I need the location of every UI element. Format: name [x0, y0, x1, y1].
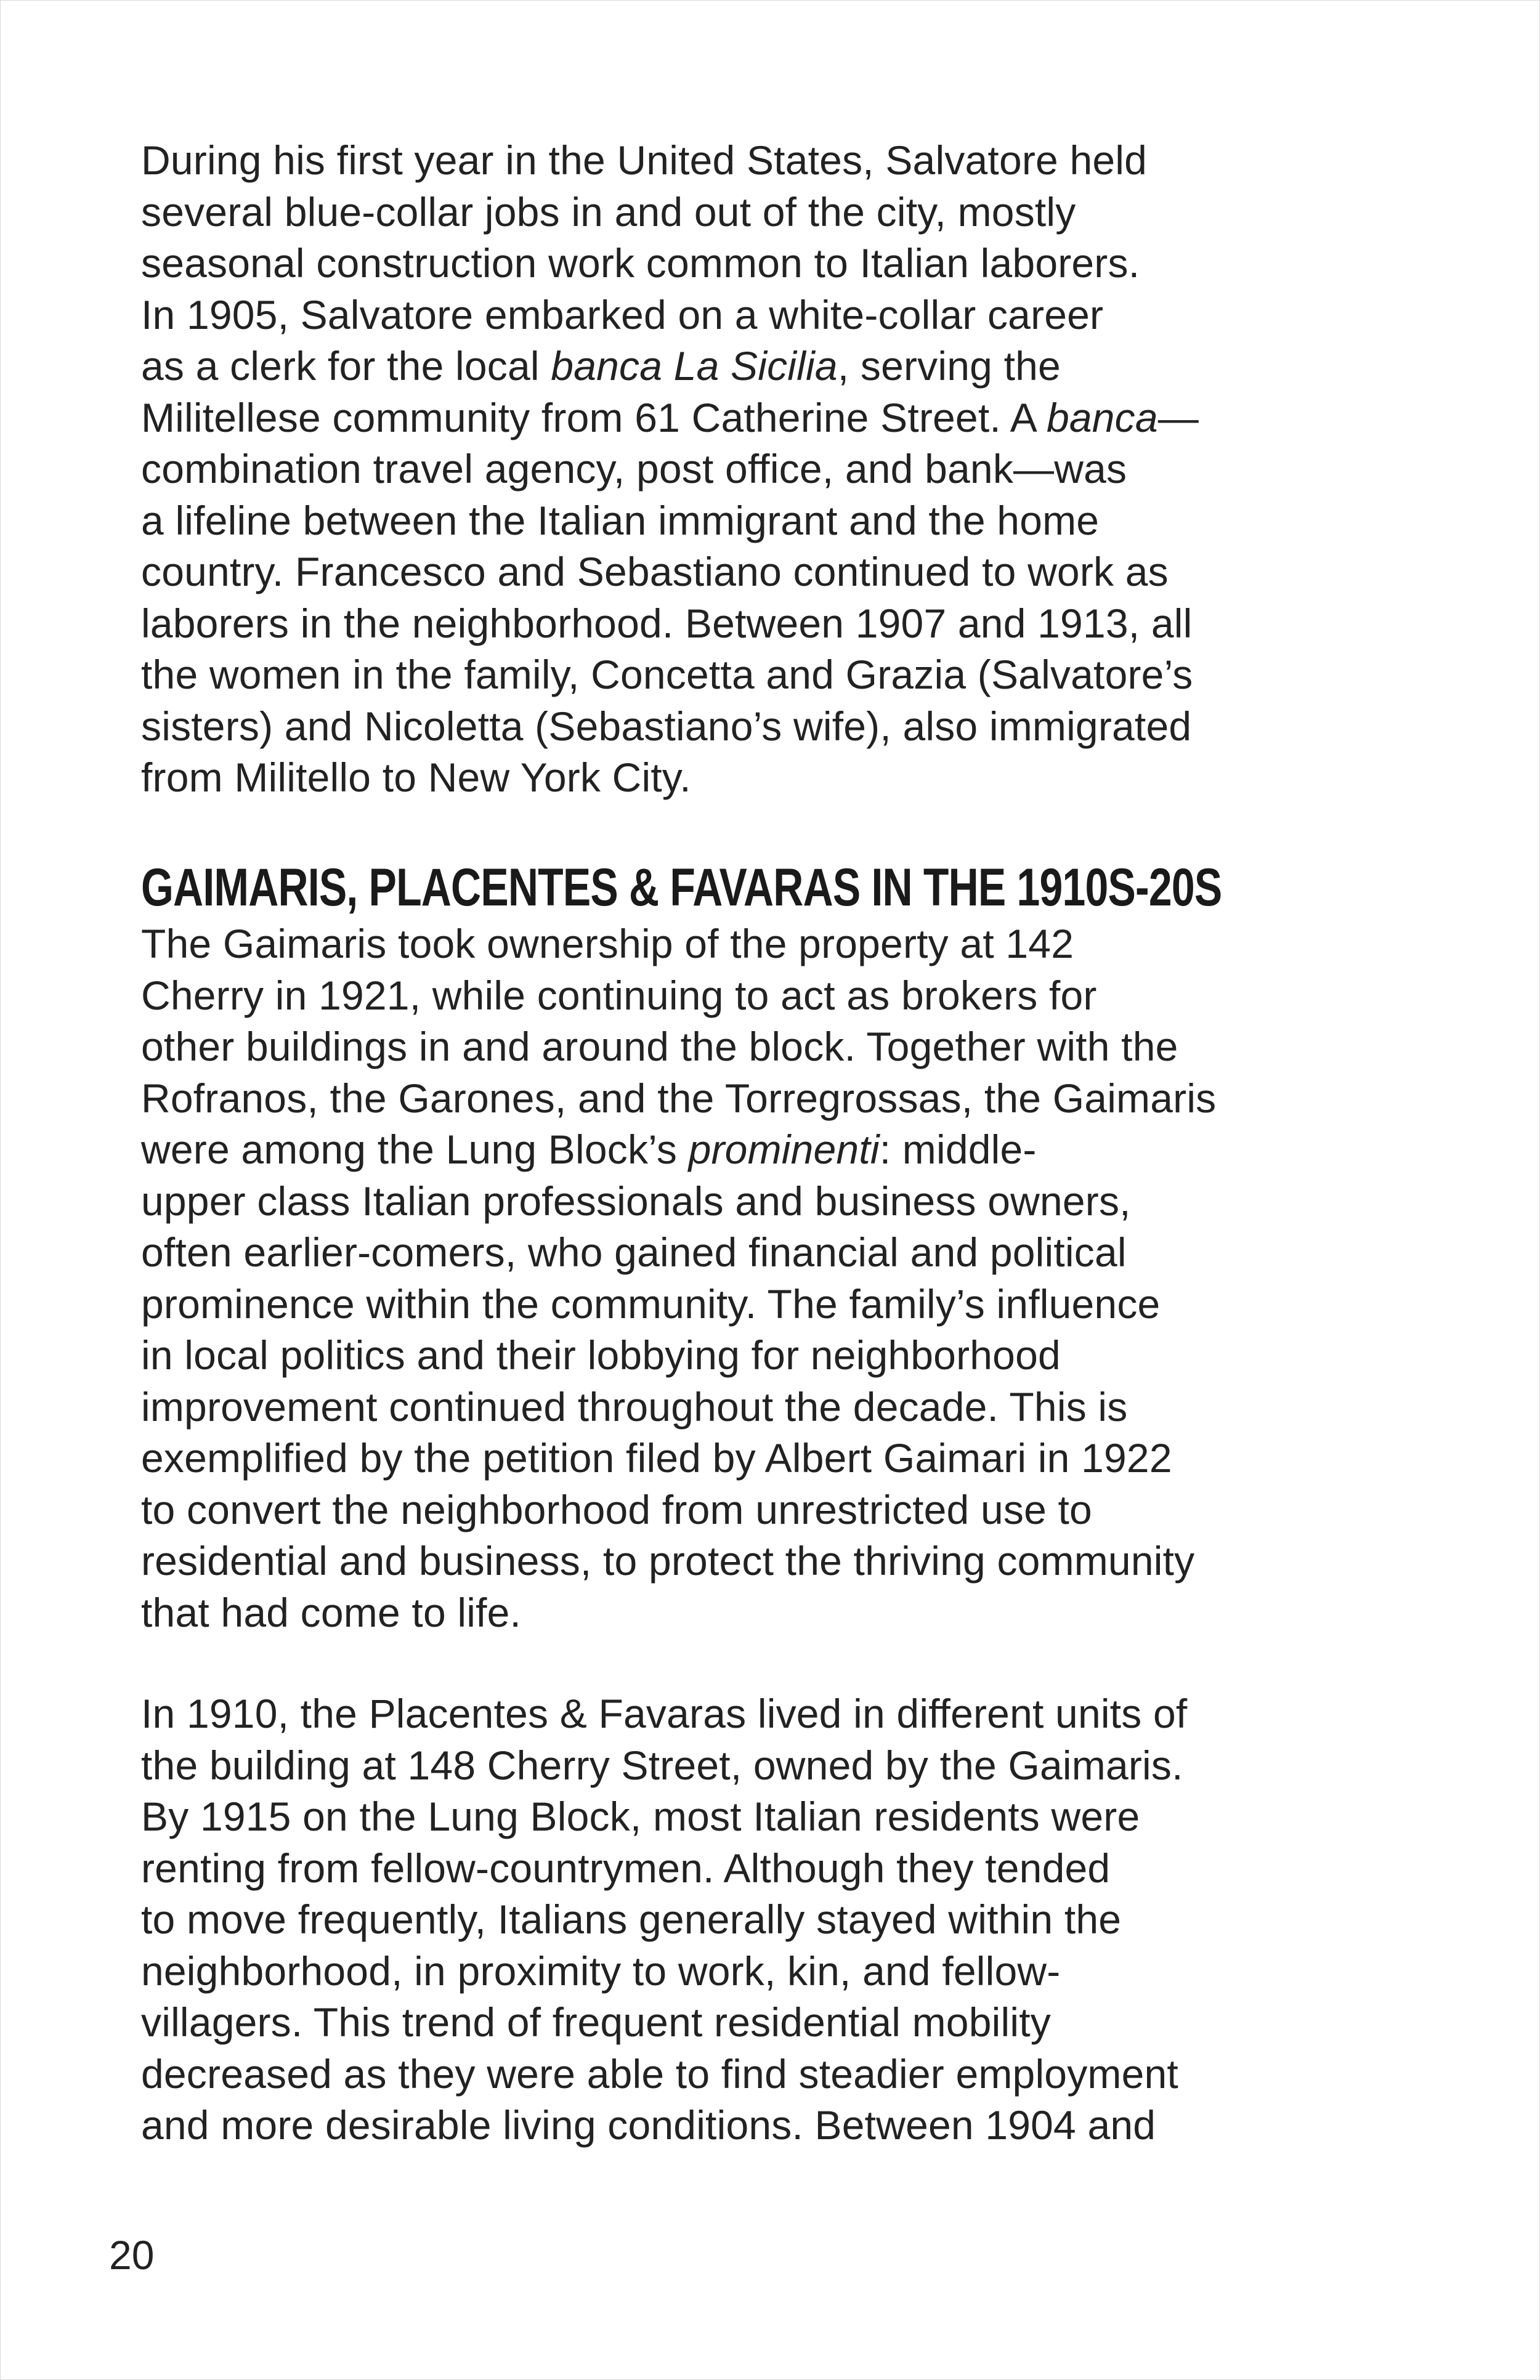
text-line: residential and business, to protect the thriving community — [141, 1538, 1195, 1584]
text-line: country. Francesco and Sebastiano continued to work as — [141, 549, 1169, 594]
text-line: upper class Italian professionals and business owners, — [141, 1178, 1131, 1224]
text-line: improvement continued throughout the decade. This is — [141, 1383, 1128, 1430]
text-line: During his first year in the United States, Salvatore held — [141, 137, 1148, 183]
section-heading-container — [141, 857, 1379, 918]
paragraph-1 — [141, 135, 1379, 804]
text-line: to convert the neighborhood from unrestricted use to — [141, 1486, 1092, 1532]
text-line: a lifeline between the Italian immigrant and the home — [141, 497, 1100, 543]
text-line: several blue-collar jobs in and out of the city, mostly — [141, 188, 1076, 235]
text-line: to move frequently, Italians generally stayed within the — [141, 1896, 1122, 1942]
text-line: often earlier-comers, who gained financial and political — [141, 1229, 1127, 1275]
text-line: The Gaimaris took ownership of the property at 142 — [141, 921, 1074, 966]
italic-term: banca La Sicilia — [551, 343, 838, 389]
text-line: other buildings in and around the block. Together with the — [141, 1024, 1178, 1069]
text-line: laborers in the neighborhood. Between 1907 and 1913, all — [141, 600, 1193, 646]
text-line: combination travel agency, post office, and bank—was — [141, 446, 1127, 492]
text-line: Militellese community from 61 Catherine Street. A banca— — [141, 394, 1199, 440]
text-line: the building at 148 Cherry Street, owned by the Gaimaris. — [141, 1742, 1183, 1788]
text-line: that had come to life. — [141, 1589, 522, 1635]
text-line: villagers. This trend of frequent residential mobility — [141, 1999, 1051, 2045]
text-line: from Militello to New York City. — [141, 755, 691, 800]
text-line: sisters) and Nicoletta (Sebastiano’s wife), also immigrated — [141, 703, 1192, 749]
text-line: in local politics and their lobbying for neighborhood — [141, 1332, 1061, 1378]
text-line: neighborhood, in proximity to work, kin, and fellow- — [141, 1948, 1061, 1994]
text-line: exemplified by the petition filed by Albert Gaimari in 1922 — [141, 1435, 1172, 1481]
page-number: 20 — [109, 2232, 155, 2278]
text-line: prominence within the community. The family’s influence — [141, 1281, 1161, 1327]
section-heading: GAIMARIS, PLACENTES & FAVARAS IN THE 1910S-20S — [141, 858, 1222, 917]
text-line: and more desirable living conditions. Between 1904 and — [141, 2102, 1156, 2148]
text-line: By 1915 on the Lung Block, most Italian residents were — [141, 1794, 1140, 1839]
text-line: decreased as they were able to find steadier employment — [141, 2050, 1178, 2097]
text-line: renting from fellow-countrymen. Although they tended — [141, 1845, 1111, 1891]
text-line: Rofranos, the Garones, and the Torregrossas, the Gaimaris — [141, 1075, 1217, 1121]
paragraph-2 — [141, 918, 1379, 1638]
paragraph-3 — [141, 1688, 1379, 2151]
text-line: Cherry in 1921, while continuing to act as brokers for — [141, 972, 1097, 1018]
text-line: In 1905, Salvatore embarked on a white-collar career — [141, 291, 1104, 338]
text-line: were among the Lung Block’s prominenti: middle- — [141, 1127, 1037, 1172]
text-line: the women in the family, Concetta and Grazia (Salvatore’s — [141, 652, 1193, 697]
italic-term: banca — [1046, 394, 1158, 440]
text-line: seasonal construction work common to Italian laborers. — [141, 240, 1140, 286]
italic-term: prominenti — [688, 1127, 880, 1172]
text-line: as a clerk for the local banca La Sicilia, serving the — [141, 343, 1061, 389]
text-line: In 1910, the Placentes & Favaras lived in different units of — [141, 1691, 1188, 1736]
